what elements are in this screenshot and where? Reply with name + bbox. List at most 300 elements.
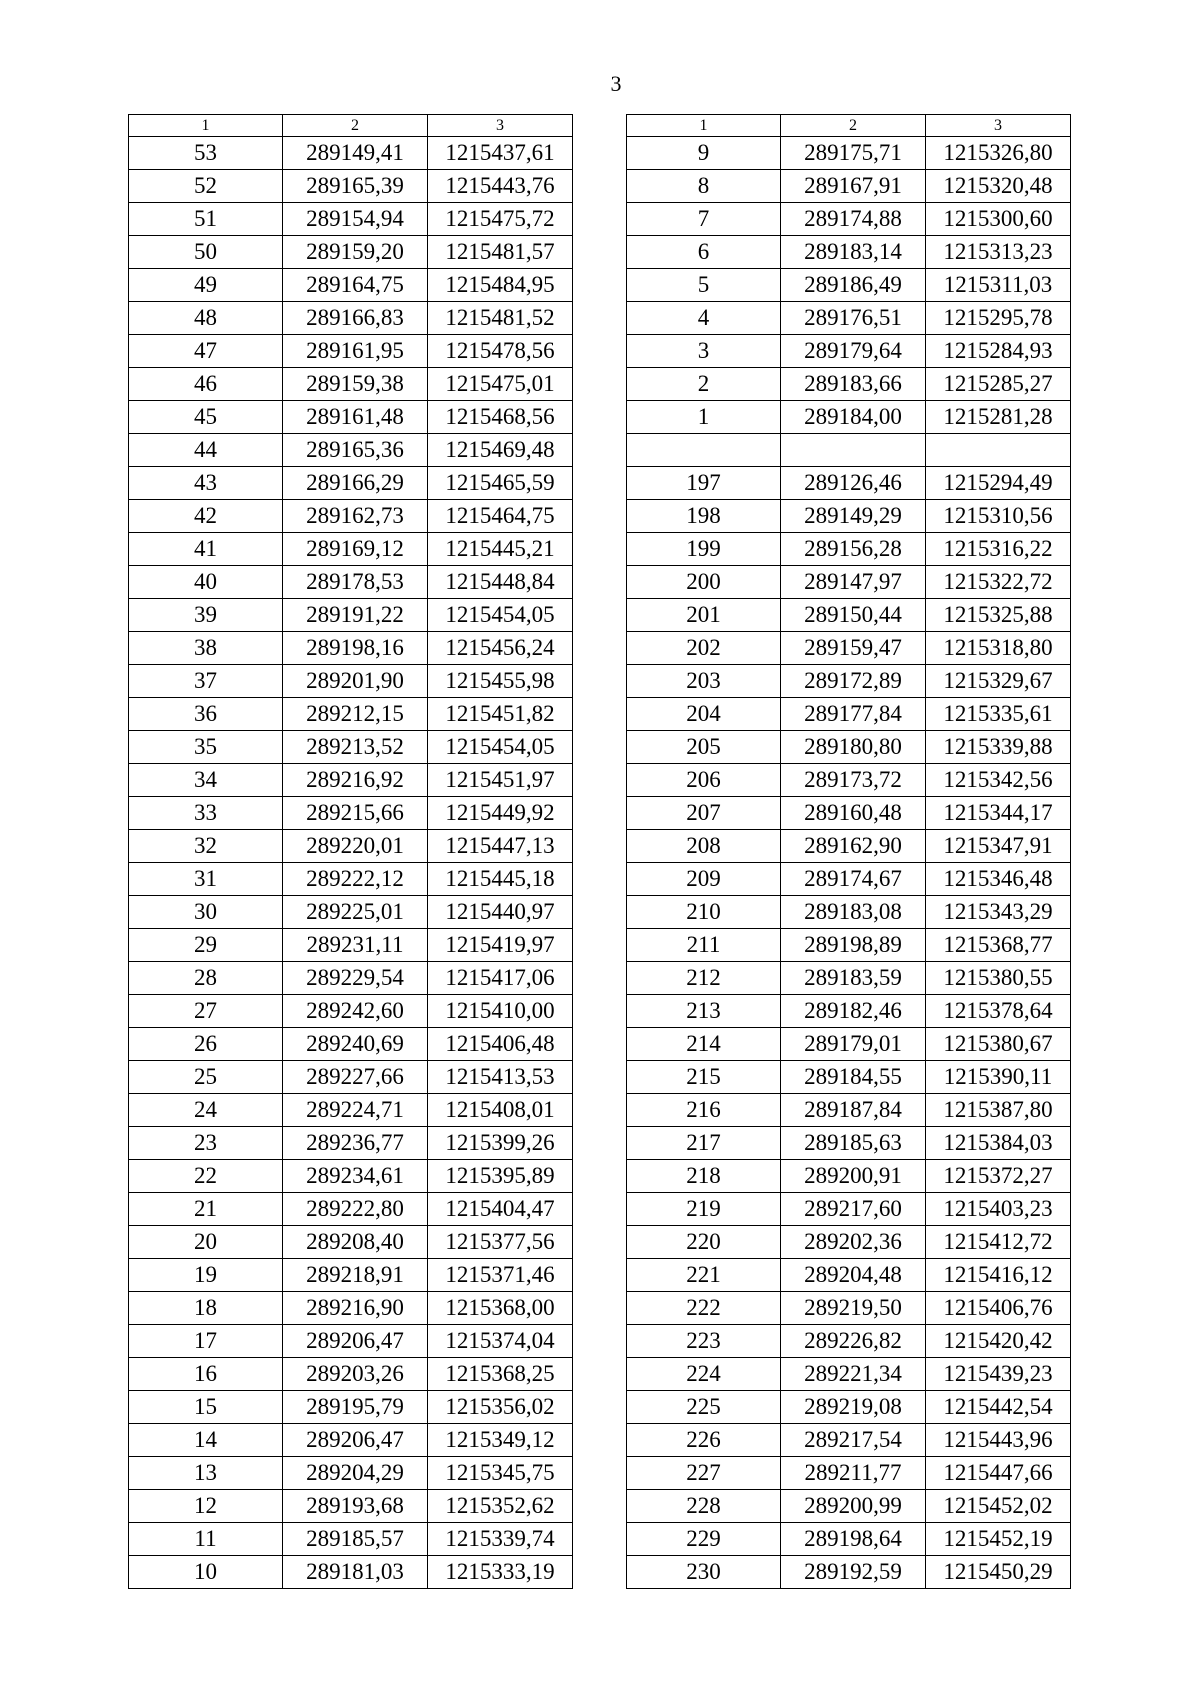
point-number-cell: 210: [627, 896, 781, 929]
y-coordinate-cell: 1215356,02: [428, 1391, 573, 1424]
table-row: [627, 665, 1071, 698]
x-coordinate-cell: 289174,88: [781, 203, 926, 236]
table-row: [627, 1292, 1071, 1325]
y-coordinate-cell: 1215384,03: [926, 1127, 1071, 1160]
x-coordinate-cell: 289198,16: [283, 632, 428, 665]
y-coordinate-cell: 1215294,49: [926, 467, 1071, 500]
table-row: [129, 368, 573, 401]
table-row: [129, 1523, 573, 1556]
point-number-cell: 199: [627, 533, 781, 566]
y-coordinate-cell: 1215322,72: [926, 566, 1071, 599]
x-coordinate-cell: 289212,15: [283, 698, 428, 731]
y-coordinate-cell: 1215326,80: [926, 137, 1071, 170]
point-number-cell: 30: [129, 896, 283, 929]
x-coordinate-cell: 289173,72: [781, 764, 926, 797]
y-coordinate-cell: 1215368,00: [428, 1292, 573, 1325]
table-row: [129, 1391, 573, 1424]
x-coordinate-cell: 289169,12: [283, 533, 428, 566]
point-number-cell: 198: [627, 500, 781, 533]
x-coordinate-cell: 289149,29: [781, 500, 926, 533]
y-coordinate-cell: 1215447,66: [926, 1457, 1071, 1490]
point-number-cell: 215: [627, 1061, 781, 1094]
y-coordinate-cell: 1215335,61: [926, 698, 1071, 731]
point-number-cell: 45: [129, 401, 283, 434]
x-coordinate-cell: 289220,01: [283, 830, 428, 863]
y-coordinate-cell: 1215311,03: [926, 269, 1071, 302]
y-coordinate-cell: 1215387,80: [926, 1094, 1071, 1127]
table-row: [627, 1259, 1071, 1292]
point-number-cell: 42: [129, 500, 283, 533]
table-row: [627, 368, 1071, 401]
y-coordinate-cell: 1215469,48: [428, 434, 573, 467]
table-row: [627, 929, 1071, 962]
y-coordinate-cell: 1215339,88: [926, 731, 1071, 764]
x-coordinate-cell: 289195,79: [283, 1391, 428, 1424]
table-row: [129, 1457, 573, 1490]
y-coordinate-cell: 1215452,19: [926, 1523, 1071, 1556]
table-row: [627, 1358, 1071, 1391]
table-row: [627, 500, 1071, 533]
y-coordinate-cell: 1215320,48: [926, 170, 1071, 203]
x-coordinate-cell: 289216,90: [283, 1292, 428, 1325]
x-coordinate-cell: 289217,54: [781, 1424, 926, 1457]
y-coordinate-cell: 1215445,21: [428, 533, 573, 566]
point-number-cell: 220: [627, 1226, 781, 1259]
x-coordinate-cell: 289218,91: [283, 1259, 428, 1292]
point-number-cell: 35: [129, 731, 283, 764]
point-number-cell: 31: [129, 863, 283, 896]
table-row: [627, 1556, 1071, 1589]
table-row: [129, 137, 573, 170]
y-coordinate-cell: 1215374,04: [428, 1325, 573, 1358]
x-coordinate-cell: 289180,80: [781, 731, 926, 764]
y-coordinate-cell: 1215310,56: [926, 500, 1071, 533]
table-row: [627, 1325, 1071, 1358]
point-number-cell: 223: [627, 1325, 781, 1358]
table-row: [129, 863, 573, 896]
table-row: [129, 401, 573, 434]
table-row: [129, 170, 573, 203]
y-coordinate-cell: 1215406,48: [428, 1028, 573, 1061]
y-coordinate-cell: 1215329,67: [926, 665, 1071, 698]
y-coordinate-cell: 1215452,02: [926, 1490, 1071, 1523]
table-row: [627, 302, 1071, 335]
table-row: [627, 632, 1071, 665]
point-number-cell: 201: [627, 599, 781, 632]
x-coordinate-cell: 289200,91: [781, 1160, 926, 1193]
point-number-cell: 21: [129, 1193, 283, 1226]
header-row: [627, 115, 1071, 137]
table-row: [627, 764, 1071, 797]
x-coordinate-cell: 289187,84: [781, 1094, 926, 1127]
point-number-cell: 225: [627, 1391, 781, 1424]
point-number-cell: 40: [129, 566, 283, 599]
x-coordinate-cell: 289174,67: [781, 863, 926, 896]
point-number-cell: 51: [129, 203, 283, 236]
point-number-cell: 23: [129, 1127, 283, 1160]
x-coordinate-cell: 289179,64: [781, 335, 926, 368]
point-number-cell: 2: [627, 368, 781, 401]
x-coordinate-cell: 289161,48: [283, 401, 428, 434]
table-row: [129, 1094, 573, 1127]
y-coordinate-cell: 1215442,54: [926, 1391, 1071, 1424]
table-row: [627, 1523, 1071, 1556]
table-row: [129, 1259, 573, 1292]
point-number-cell: 22: [129, 1160, 283, 1193]
x-coordinate-cell: 289231,11: [283, 929, 428, 962]
x-coordinate-cell: 289240,69: [283, 1028, 428, 1061]
point-number-cell: 34: [129, 764, 283, 797]
point-number-cell: [627, 434, 781, 467]
point-number-cell: 26: [129, 1028, 283, 1061]
y-coordinate-cell: 1215478,56: [428, 335, 573, 368]
x-coordinate-cell: 289236,77: [283, 1127, 428, 1160]
x-coordinate-cell: 289185,63: [781, 1127, 926, 1160]
column-header: 2: [283, 115, 428, 137]
point-number-cell: 203: [627, 665, 781, 698]
coordinates-table-right: [626, 114, 1071, 1589]
y-coordinate-cell: 1215316,22: [926, 533, 1071, 566]
table-row: [129, 335, 573, 368]
x-coordinate-cell: 289219,50: [781, 1292, 926, 1325]
x-coordinate-cell: 289179,01: [781, 1028, 926, 1061]
x-coordinate-cell: 289159,20: [283, 236, 428, 269]
page-number: 3: [610, 71, 622, 96]
point-number-cell: 27: [129, 995, 283, 1028]
table-body: [129, 137, 573, 1589]
table-row: [627, 137, 1071, 170]
table-row: [627, 566, 1071, 599]
table-row: [627, 1457, 1071, 1490]
point-number-cell: 205: [627, 731, 781, 764]
table-row: [129, 896, 573, 929]
point-number-cell: 212: [627, 962, 781, 995]
x-coordinate-cell: 289185,57: [283, 1523, 428, 1556]
table-row: [129, 1028, 573, 1061]
y-coordinate-cell: 1215325,88: [926, 599, 1071, 632]
x-coordinate-cell: 289167,91: [781, 170, 926, 203]
y-coordinate-cell: 1215281,28: [926, 401, 1071, 434]
point-number-cell: 4: [627, 302, 781, 335]
point-number-cell: 46: [129, 368, 283, 401]
point-number-cell: 214: [627, 1028, 781, 1061]
y-coordinate-cell: 1215451,97: [428, 764, 573, 797]
x-coordinate-cell: 289175,71: [781, 137, 926, 170]
point-number-cell: 11: [129, 1523, 283, 1556]
point-number-cell: 8: [627, 170, 781, 203]
table-row: [129, 632, 573, 665]
table-row: [627, 1391, 1071, 1424]
table-row: [129, 962, 573, 995]
y-coordinate-cell: 1215451,82: [428, 698, 573, 731]
table-row: [129, 236, 573, 269]
column-header: 3: [926, 115, 1071, 137]
point-number-cell: 48: [129, 302, 283, 335]
point-number-cell: 218: [627, 1160, 781, 1193]
table-row: [129, 467, 573, 500]
point-number-cell: 7: [627, 203, 781, 236]
y-coordinate-cell: 1215450,29: [926, 1556, 1071, 1589]
table-row: [627, 797, 1071, 830]
point-number-cell: 50: [129, 236, 283, 269]
table-row: [129, 1490, 573, 1523]
point-number-cell: 200: [627, 566, 781, 599]
point-number-cell: 202: [627, 632, 781, 665]
point-number-cell: 28: [129, 962, 283, 995]
x-coordinate-cell: 289193,68: [283, 1490, 428, 1523]
table-row: [129, 302, 573, 335]
x-coordinate-cell: 289192,59: [781, 1556, 926, 1589]
y-coordinate-cell: 1215443,76: [428, 170, 573, 203]
table-row: [627, 731, 1071, 764]
table-row: [129, 599, 573, 632]
x-coordinate-cell: 289176,51: [781, 302, 926, 335]
point-number-cell: 216: [627, 1094, 781, 1127]
y-coordinate-cell: 1215445,18: [428, 863, 573, 896]
x-coordinate-cell: 289229,54: [283, 962, 428, 995]
y-coordinate-cell: 1215372,27: [926, 1160, 1071, 1193]
point-number-cell: 206: [627, 764, 781, 797]
x-coordinate-cell: 289164,75: [283, 269, 428, 302]
table-row: [627, 1094, 1071, 1127]
table-row: [129, 1160, 573, 1193]
x-coordinate-cell: 289183,66: [781, 368, 926, 401]
x-coordinate-cell: 289208,40: [283, 1226, 428, 1259]
x-coordinate-cell: 289178,53: [283, 566, 428, 599]
y-coordinate-cell: 1215412,72: [926, 1226, 1071, 1259]
y-coordinate-cell: 1215455,98: [428, 665, 573, 698]
table-row: [129, 1061, 573, 1094]
y-coordinate-cell: 1215339,74: [428, 1523, 573, 1556]
y-coordinate-cell: 1215447,13: [428, 830, 573, 863]
y-coordinate-cell: 1215295,78: [926, 302, 1071, 335]
point-number-cell: 19: [129, 1259, 283, 1292]
x-coordinate-cell: 289222,12: [283, 863, 428, 896]
y-coordinate-cell: 1215448,84: [428, 566, 573, 599]
table-row: [129, 1193, 573, 1226]
y-coordinate-cell: 1215333,19: [428, 1556, 573, 1589]
point-number-cell: 43: [129, 467, 283, 500]
x-coordinate-cell: 289201,90: [283, 665, 428, 698]
table-row: [627, 1193, 1071, 1226]
table-row: [129, 1358, 573, 1391]
x-coordinate-cell: 289159,38: [283, 368, 428, 401]
table-row: [129, 1325, 573, 1358]
x-coordinate-cell: 289162,73: [283, 500, 428, 533]
y-coordinate-cell: 1215346,48: [926, 863, 1071, 896]
point-number-cell: 17: [129, 1325, 283, 1358]
y-coordinate-cell: 1215408,01: [428, 1094, 573, 1127]
point-number-cell: 229: [627, 1523, 781, 1556]
point-number-cell: 12: [129, 1490, 283, 1523]
y-coordinate-cell: 1215344,17: [926, 797, 1071, 830]
y-coordinate-cell: 1215371,46: [428, 1259, 573, 1292]
x-coordinate-cell: 289166,29: [283, 467, 428, 500]
y-coordinate-cell: 1215454,05: [428, 599, 573, 632]
point-number-cell: 3: [627, 335, 781, 368]
y-coordinate-cell: 1215464,75: [428, 500, 573, 533]
table-row: [129, 434, 573, 467]
y-coordinate-cell: 1215378,64: [926, 995, 1071, 1028]
table-row: [129, 1292, 573, 1325]
x-coordinate-cell: 289184,00: [781, 401, 926, 434]
table-row: [627, 599, 1071, 632]
point-number-cell: 47: [129, 335, 283, 368]
x-coordinate-cell: 289126,46: [781, 467, 926, 500]
point-number-cell: 16: [129, 1358, 283, 1391]
table-row: [129, 731, 573, 764]
y-coordinate-cell: 1215413,53: [428, 1061, 573, 1094]
point-number-cell: 221: [627, 1259, 781, 1292]
point-number-cell: 49: [129, 269, 283, 302]
point-number-cell: 222: [627, 1292, 781, 1325]
x-coordinate-cell: 289162,90: [781, 830, 926, 863]
x-coordinate-cell: 289216,92: [283, 764, 428, 797]
table-row: [627, 995, 1071, 1028]
x-coordinate-cell: 289160,48: [781, 797, 926, 830]
x-coordinate-cell: 289172,89: [781, 665, 926, 698]
table-row: [627, 1028, 1071, 1061]
point-number-cell: 6: [627, 236, 781, 269]
point-number-cell: 204: [627, 698, 781, 731]
x-coordinate-cell: 289215,66: [283, 797, 428, 830]
y-coordinate-cell: 1215420,42: [926, 1325, 1071, 1358]
table-row: [627, 1127, 1071, 1160]
table-row: [627, 698, 1071, 731]
y-coordinate-cell: 1215318,80: [926, 632, 1071, 665]
point-number-cell: 224: [627, 1358, 781, 1391]
header-row: [129, 115, 573, 137]
x-coordinate-cell: 289159,47: [781, 632, 926, 665]
point-number-cell: 36: [129, 698, 283, 731]
point-number-cell: 211: [627, 929, 781, 962]
point-number-cell: 10: [129, 1556, 283, 1589]
x-coordinate-cell: 289206,47: [283, 1325, 428, 1358]
table-row: [627, 533, 1071, 566]
x-coordinate-cell: 289156,28: [781, 533, 926, 566]
y-coordinate-cell: 1215345,75: [428, 1457, 573, 1490]
point-number-cell: 14: [129, 1424, 283, 1457]
y-coordinate-cell: 1215440,97: [428, 896, 573, 929]
point-number-cell: 29: [129, 929, 283, 962]
point-number-cell: 228: [627, 1490, 781, 1523]
y-coordinate-cell: 1215403,23: [926, 1193, 1071, 1226]
table-row: [627, 1424, 1071, 1457]
table-row: [627, 1160, 1071, 1193]
x-coordinate-cell: 289234,61: [283, 1160, 428, 1193]
table-row: [627, 434, 1071, 467]
y-coordinate-cell: 1215285,27: [926, 368, 1071, 401]
point-number-cell: 9: [627, 137, 781, 170]
y-coordinate-cell: 1215410,00: [428, 995, 573, 1028]
table-row: [129, 269, 573, 302]
point-number-cell: 37: [129, 665, 283, 698]
y-coordinate-cell: 1215313,23: [926, 236, 1071, 269]
point-number-cell: 24: [129, 1094, 283, 1127]
x-coordinate-cell: 289224,71: [283, 1094, 428, 1127]
x-coordinate-cell: [781, 434, 926, 467]
y-coordinate-cell: 1215475,01: [428, 368, 573, 401]
y-coordinate-cell: 1215475,72: [428, 203, 573, 236]
table-row: [627, 962, 1071, 995]
x-coordinate-cell: 289177,84: [781, 698, 926, 731]
point-number-cell: 20: [129, 1226, 283, 1259]
y-coordinate-cell: 1215368,25: [428, 1358, 573, 1391]
point-number-cell: 41: [129, 533, 283, 566]
x-coordinate-cell: 289147,97: [781, 566, 926, 599]
table-row: [129, 797, 573, 830]
table-row: [129, 566, 573, 599]
table-row: [627, 863, 1071, 896]
column-header: 1: [129, 115, 283, 137]
y-coordinate-cell: 1215484,95: [428, 269, 573, 302]
point-number-cell: 25: [129, 1061, 283, 1094]
y-coordinate-cell: 1215481,57: [428, 236, 573, 269]
x-coordinate-cell: 289203,26: [283, 1358, 428, 1391]
y-coordinate-cell: 1215395,89: [428, 1160, 573, 1193]
x-coordinate-cell: 289166,83: [283, 302, 428, 335]
x-coordinate-cell: 289191,22: [283, 599, 428, 632]
table-row: [129, 1424, 573, 1457]
point-number-cell: 209: [627, 863, 781, 896]
point-number-cell: 219: [627, 1193, 781, 1226]
x-coordinate-cell: 289198,64: [781, 1523, 926, 1556]
y-coordinate-cell: 1215343,29: [926, 896, 1071, 929]
point-number-cell: 39: [129, 599, 283, 632]
column-header: 1: [627, 115, 781, 137]
table-row: [129, 995, 573, 1028]
y-coordinate-cell: 1215404,47: [428, 1193, 573, 1226]
x-coordinate-cell: 289161,95: [283, 335, 428, 368]
x-coordinate-cell: 289242,60: [283, 995, 428, 1028]
point-number-cell: 208: [627, 830, 781, 863]
x-coordinate-cell: 289183,08: [781, 896, 926, 929]
point-number-cell: 44: [129, 434, 283, 467]
y-coordinate-cell: 1215465,59: [428, 467, 573, 500]
x-coordinate-cell: 289183,14: [781, 236, 926, 269]
point-number-cell: 207: [627, 797, 781, 830]
y-coordinate-cell: 1215380,55: [926, 962, 1071, 995]
point-number-cell: 197: [627, 467, 781, 500]
x-coordinate-cell: 289154,94: [283, 203, 428, 236]
table-row: [627, 236, 1071, 269]
y-coordinate-cell: 1215439,23: [926, 1358, 1071, 1391]
x-coordinate-cell: 289204,29: [283, 1457, 428, 1490]
column-header: 2: [781, 115, 926, 137]
x-coordinate-cell: 289198,89: [781, 929, 926, 962]
x-coordinate-cell: 289182,46: [781, 995, 926, 1028]
table-row: [627, 896, 1071, 929]
table-row: [129, 203, 573, 236]
table-row: [627, 1226, 1071, 1259]
y-coordinate-cell: 1215284,93: [926, 335, 1071, 368]
point-number-cell: 38: [129, 632, 283, 665]
y-coordinate-cell: [926, 434, 1071, 467]
point-number-cell: 52: [129, 170, 283, 203]
x-coordinate-cell: 289206,47: [283, 1424, 428, 1457]
x-coordinate-cell: 289165,39: [283, 170, 428, 203]
x-coordinate-cell: 289211,77: [781, 1457, 926, 1490]
table-row: [129, 929, 573, 962]
y-coordinate-cell: 1215380,67: [926, 1028, 1071, 1061]
y-coordinate-cell: 1215416,12: [926, 1259, 1071, 1292]
point-number-cell: 32: [129, 830, 283, 863]
table-row: [627, 467, 1071, 500]
x-coordinate-cell: 289186,49: [781, 269, 926, 302]
column-header: 3: [428, 115, 573, 137]
y-coordinate-cell: 1215347,91: [926, 830, 1071, 863]
point-number-cell: 1: [627, 401, 781, 434]
